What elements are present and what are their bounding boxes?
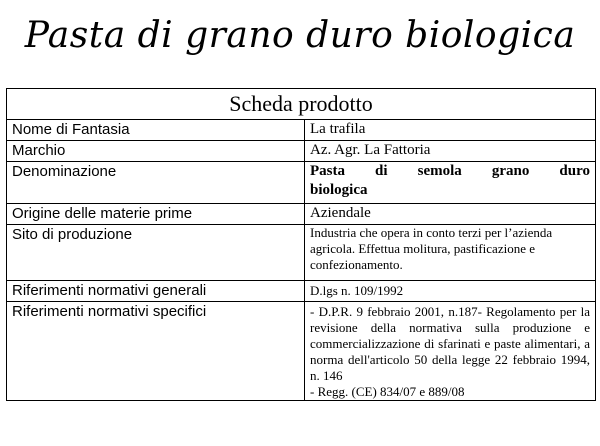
table-heading-row	[7, 89, 596, 120]
table-row	[7, 225, 596, 281]
table-row	[7, 120, 596, 141]
denominazione-line-2: biologica	[310, 182, 368, 198]
row-label-rif-specifici: Riferimenti normativi specifici	[7, 302, 305, 401]
row-value-nome-fantasia: La trafila	[305, 120, 596, 141]
row-value-rif-generali: D.lgs n. 109/1992	[305, 281, 596, 302]
table-row	[7, 141, 596, 162]
row-value-rif-specifici	[305, 302, 596, 401]
table-row	[7, 281, 596, 302]
row-label-sito-produzione: Sito di produzione	[7, 225, 305, 281]
page-title: Pasta di grano duro biologica	[24, 15, 576, 56]
row-value-denominazione	[305, 162, 596, 204]
row-label-denominazione: Denominazione	[7, 162, 305, 204]
row-label-rif-generali: Riferimenti normativi generali	[7, 281, 305, 302]
product-sheet-table	[6, 88, 596, 401]
table-row	[7, 204, 596, 225]
rif-specifici-paragraph-2: - Regg. (CE) 834/07 e 889/08	[310, 384, 465, 399]
row-label-nome-fantasia: Nome di Fantasia	[7, 120, 305, 141]
rif-specifici-paragraph-1: - D.P.R. 9 febbraio 2001, n.187- Regolamento per la revisione della normativa sulla produzione e commercializzazione di sfarinati e paste alimentari, a norma dell'articolo 50 della legge 22 febbraio 1994, n. 146	[310, 304, 590, 383]
row-value-sito-produzione: Industria che opera in conto terzi per l’azienda agricola. Effettua molitura, pastificazione e confezionamento.	[305, 225, 596, 281]
table-row	[7, 302, 596, 401]
row-label-origine: Origine delle materie prime	[7, 204, 305, 225]
table-heading: Scheda prodotto	[7, 89, 596, 120]
row-value-marchio: Az. Agr. La Fattoria	[305, 141, 596, 162]
row-value-origine: Aziendale	[305, 204, 596, 225]
denominazione-line-1: Pasta di semola grano duro	[310, 163, 590, 179]
table-row	[7, 162, 596, 204]
row-label-marchio: Marchio	[7, 141, 305, 162]
